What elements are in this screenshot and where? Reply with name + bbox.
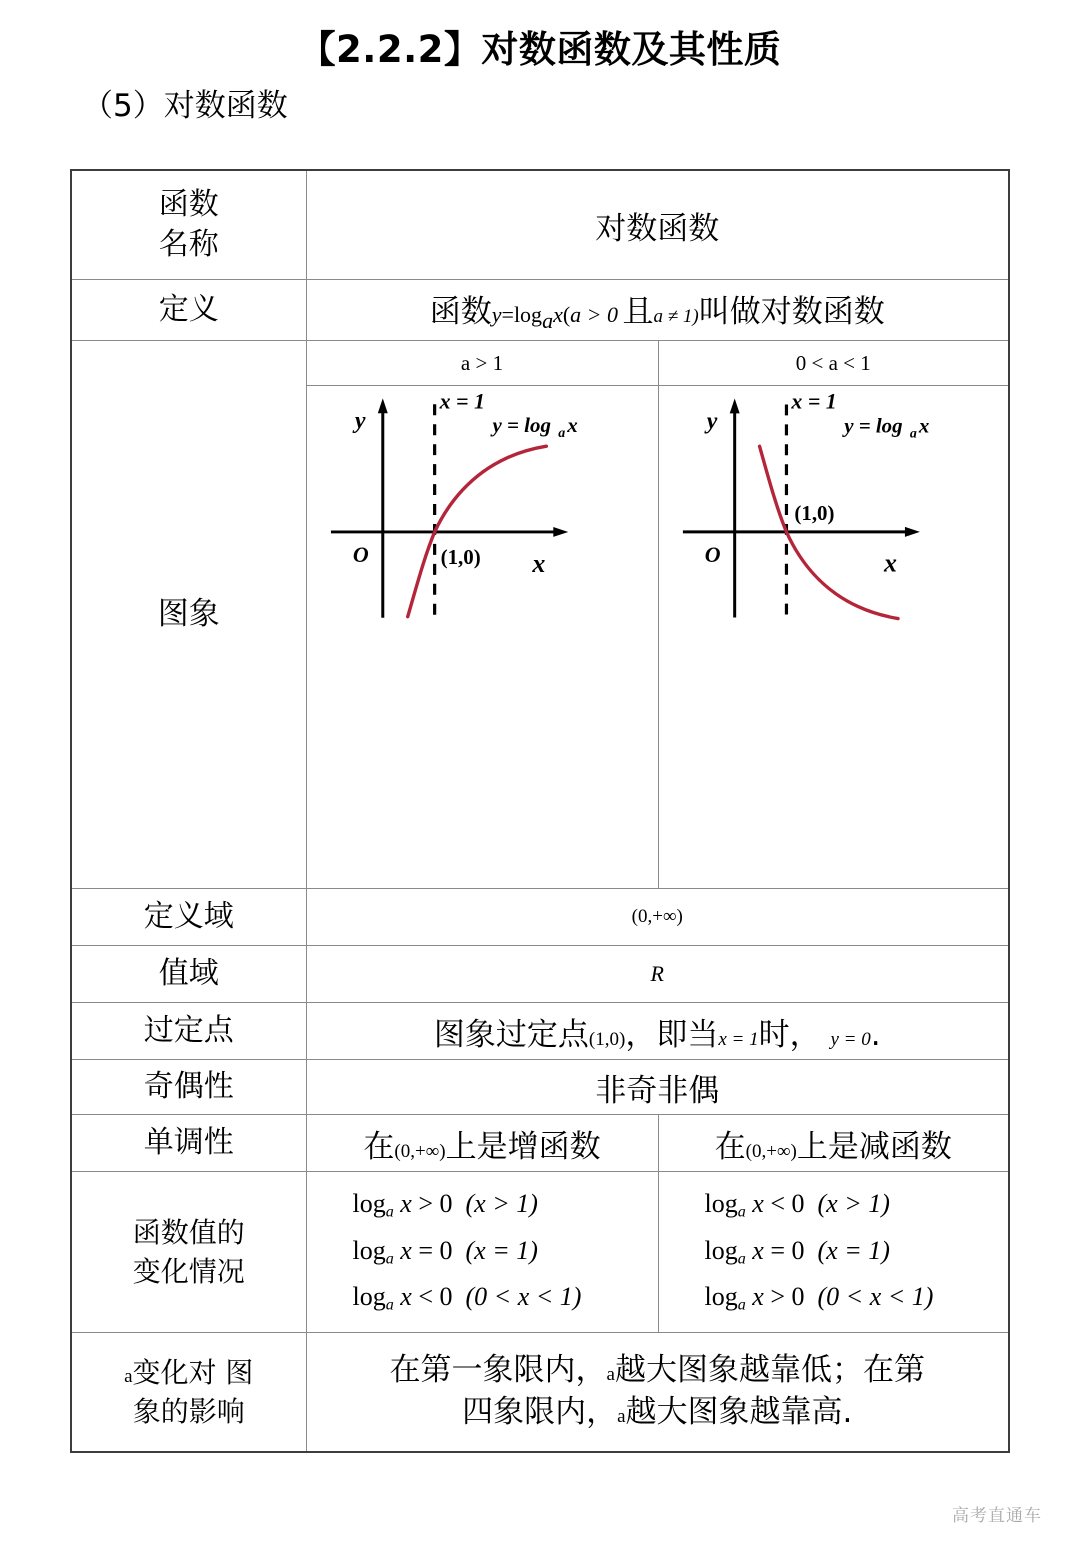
- cell-parity-value: 非奇非偶: [306, 1060, 1009, 1115]
- cell-graph-increasing: [306, 386, 658, 889]
- row-label-graph: 图象: [71, 341, 306, 889]
- a-effect-line2: [307, 1392, 1009, 1434]
- fixed-point-result: y = 0: [830, 1028, 871, 1050]
- log-function-properties-table: [70, 169, 1010, 1453]
- formula-list-left: [307, 1179, 658, 1325]
- curve-equation-base: a: [909, 426, 917, 442]
- page-title: 【2.2.2】对数函数及其性质: [298, 28, 782, 71]
- formula-cond: (x = 1): [817, 1235, 890, 1265]
- curve-equation-label: y = log: [843, 413, 903, 438]
- x-axis-arrow: [904, 527, 919, 537]
- origin-label: O: [352, 541, 369, 567]
- definition-suffix: 叫做对数函数: [698, 293, 885, 330]
- mono-left-suffix: 上是增函数: [445, 1128, 601, 1165]
- formula-rel: < 0: [418, 1282, 453, 1312]
- definition-and: 且: [622, 293, 654, 330]
- cell-value-change-left: [306, 1172, 658, 1333]
- x-axis-label: x: [531, 548, 545, 578]
- table-row-graph-subheaders: [71, 341, 1009, 386]
- table-row-domain: [71, 889, 1009, 946]
- point-label-1-0: (1,0): [440, 544, 481, 569]
- row-label-parity: 奇偶性: [71, 1060, 306, 1115]
- definition-cond2: a ≠ 1): [653, 305, 699, 327]
- fixed-point-text1: 图象过定点: [433, 1016, 589, 1053]
- mono-right-suffix: 上是减函数: [796, 1128, 952, 1165]
- mono-right-interval: (0,+∞): [745, 1140, 797, 1162]
- cell-definition-value: [306, 280, 1009, 341]
- table-row-value-change: [71, 1172, 1009, 1333]
- a-effect-line1: [307, 1350, 1009, 1392]
- dashed-line-label: x = 1: [439, 388, 485, 414]
- value-change-label-line2: 变化情况: [132, 1255, 245, 1288]
- graph-col-header-a-gt-1: a > 1: [306, 341, 658, 386]
- x-axis-arrow: [553, 527, 568, 537]
- row-label-a-effect: [71, 1333, 306, 1453]
- a-effect-label-line1: [72, 1353, 306, 1392]
- a-effect-line1-a: 在第一象限内，: [389, 1352, 607, 1389]
- fixed-point-text2: ，即当: [625, 1016, 719, 1053]
- row-label-monotonicity: 单调性: [71, 1115, 306, 1172]
- fixed-point-text4: .: [870, 1016, 881, 1053]
- y-axis-arrow: [729, 398, 739, 413]
- formula-list-right: [659, 1179, 1009, 1325]
- formula-rel: > 0: [770, 1282, 805, 1312]
- definition-cond1: a > 0: [570, 301, 619, 327]
- row-label-line2: 名称: [158, 227, 219, 262]
- formula-line: $\log_a x > 0$ (x > 1): [352, 1189, 538, 1221]
- table-row-a-effect: [71, 1333, 1009, 1453]
- cell-graph-decreasing: [658, 386, 1009, 889]
- cell-range-value: R: [306, 946, 1009, 1003]
- cell-fixed-point-value: [306, 1003, 1009, 1060]
- formula-line: $\log_a x > 0$ (0 < x < 1): [704, 1282, 934, 1314]
- table-row-fixed-point: [71, 1003, 1009, 1060]
- fixed-point-coords: (1,0): [588, 1028, 626, 1050]
- a-effect-line2-var: a: [617, 1406, 626, 1427]
- row-label-range: 值域: [71, 946, 306, 1003]
- a-effect-line1-b: 越大图象越靠低；在第: [614, 1352, 925, 1389]
- formula-cond: (x = 1): [465, 1235, 538, 1265]
- graph-col-header-0-lt-a-lt-1: 0 < a < 1: [658, 341, 1009, 386]
- cell-a-effect-value: [306, 1333, 1009, 1453]
- y-axis-label: y: [706, 408, 717, 435]
- cell-function-name-value: 对数函数: [306, 170, 1009, 280]
- curve-equation-base: a: [557, 426, 565, 442]
- definition-eq: =: [501, 301, 514, 327]
- definition-base: a: [542, 308, 554, 334]
- a-effect-line2-a: 四象限内，: [462, 1394, 618, 1430]
- definition-paren-open: (: [562, 301, 571, 327]
- value-change-label-line1: 函数值的: [132, 1215, 245, 1249]
- dashed-line-label: x = 1: [790, 388, 837, 414]
- definition-log: log: [513, 301, 543, 327]
- watermark: 高考直通车: [952, 1506, 1042, 1526]
- y-axis-arrow: [377, 398, 387, 413]
- definition-prefix: 函数: [429, 293, 492, 330]
- mono-right-prefix: 在: [714, 1128, 746, 1165]
- origin-label: O: [704, 541, 721, 567]
- point-label-1-0: (1,0): [793, 500, 834, 525]
- graph-log-decreasing: [659, 386, 1009, 636]
- formula-rel: > 0: [418, 1189, 453, 1219]
- row-label-line1: 函数: [158, 186, 219, 222]
- a-effect-line2-b: 越大图象越靠高.: [625, 1394, 853, 1430]
- row-label-definition: 定义: [71, 280, 306, 341]
- graph-log-increasing: [307, 386, 658, 636]
- x-axis-label: x: [883, 548, 897, 578]
- table-row-definition: [71, 280, 1009, 341]
- a-effect-line1-var: a: [606, 1364, 615, 1386]
- table-row-function-name: [71, 170, 1009, 280]
- table-row-parity: [71, 1060, 1009, 1115]
- mono-left-interval: (0,+∞): [394, 1140, 446, 1162]
- a-effect-label-line2: 象的影响: [132, 1395, 245, 1428]
- curve-equation-label: y = log: [491, 413, 551, 438]
- definition-x: x: [553, 301, 563, 327]
- a-effect-label-rest: 变化对 图: [132, 1355, 254, 1389]
- formula-rel: = 0: [770, 1235, 805, 1265]
- y-axis-label: y: [354, 408, 365, 435]
- curve-equation-x: x: [566, 413, 578, 438]
- cell-monotonicity-decreasing: [658, 1115, 1009, 1172]
- mono-left-prefix: 在: [363, 1128, 395, 1165]
- formula-rel: = 0: [418, 1235, 453, 1265]
- definition-y: y: [491, 301, 502, 327]
- formula-cond: (x > 1): [817, 1189, 890, 1219]
- formula-line: $\log_a x = 0$ (x = 1): [352, 1235, 538, 1268]
- formula-line: $\log_a x < 0$ (x > 1): [704, 1189, 890, 1221]
- row-label-domain: 定义域: [71, 889, 306, 946]
- cell-monotonicity-increasing: [306, 1115, 658, 1172]
- formula-line: $\log_a x = 0$ (x = 1): [704, 1235, 890, 1268]
- formula-line: $\log_a x < 0$ (0 < x < 1): [352, 1282, 582, 1314]
- curve-equation-x: x: [918, 413, 929, 438]
- fixed-point-condition: x = 1: [718, 1028, 759, 1050]
- row-label-function-name: [71, 170, 306, 280]
- table-row-monotonicity: [71, 1115, 1009, 1172]
- table-row-range: [71, 946, 1009, 1003]
- row-label-value-change: [71, 1172, 306, 1333]
- fixed-point-text3: 时，: [758, 1016, 821, 1053]
- formula-cond: (0 < x < 1): [465, 1282, 582, 1312]
- section-subtitle: （5）对数函数: [82, 88, 288, 125]
- cell-value-change-right: [658, 1172, 1009, 1333]
- formula-cond: (0 < x < 1): [817, 1282, 934, 1312]
- formula-rel: < 0: [770, 1189, 805, 1219]
- row-label-fixed-point: 过定点: [71, 1003, 306, 1060]
- a-effect-label-variable: a: [124, 1365, 133, 1387]
- formula-cond: (x > 1): [465, 1189, 538, 1219]
- cell-domain-value: (0,+∞): [306, 889, 1009, 946]
